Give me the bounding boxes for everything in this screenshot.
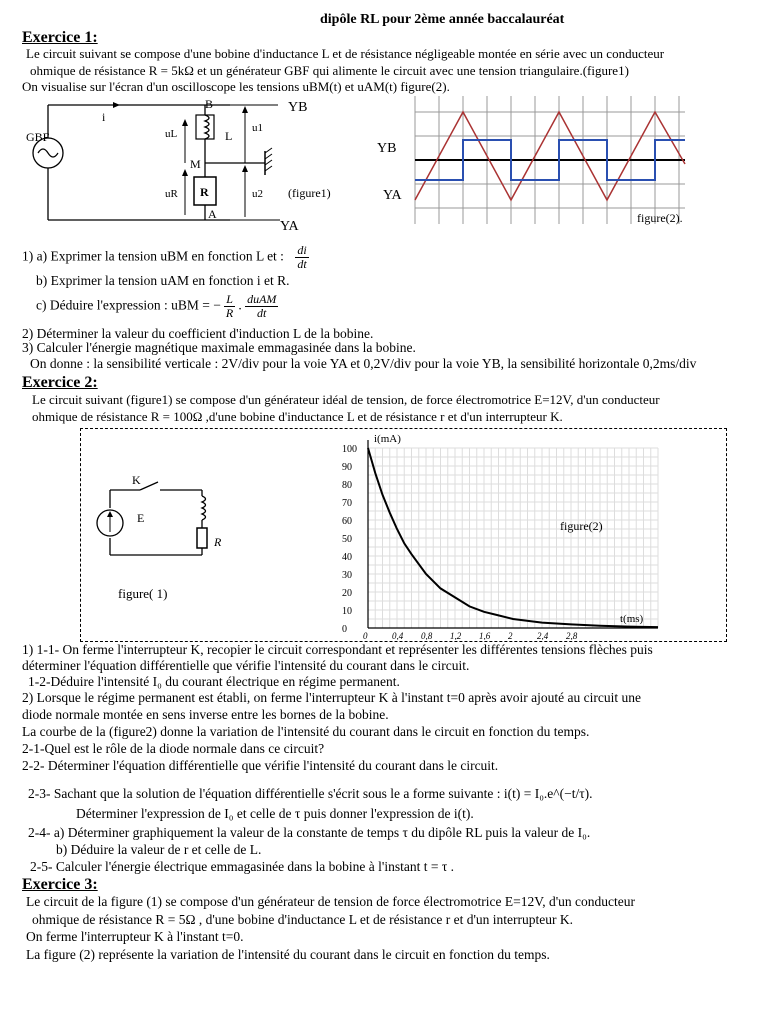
fraction-di-dt: $\frac{di}{dt}$ <box>297 243 307 271</box>
current-label: i <box>102 110 106 124</box>
switch-k-icon <box>140 482 158 490</box>
ex1-q2: 2) Déterminer la valeur du coefficient d'induction L de la bobine. <box>22 326 374 341</box>
ex2-q11b: déterminer l'équation différentielle que vérifie l'intensité du courant dans le circuit. <box>22 658 470 673</box>
x-tick-label: 2,8 <box>566 631 578 640</box>
ex1-q1a <box>22 244 309 271</box>
x-axis-label: t(ms) <box>620 613 644 625</box>
y-tick-label: 0 <box>342 624 347 635</box>
ex2-q2c: La courbe de la (figure2) donne la variation de l'intensité du courant dans le circuit en fonction du temps. <box>22 724 590 739</box>
ex1-heading: Exercice 1: <box>22 29 98 46</box>
y-tick-label: 60 <box>342 516 352 527</box>
u2-label: u2 <box>252 188 263 200</box>
ex1-given: On donne : la sensibilité verticale : 2V/div pour la voie YA et 0,2V/div pour la voie YB, la sensibilité horizontale 0,2ms/div <box>30 356 697 371</box>
x-tick-label: 0 <box>363 631 368 640</box>
ex2-q2: 2) Lorsque le régime permanent est établi, on ferme l'interrupteur K à l'instant t=0 après avoir ajouté au circuit une <box>22 690 642 705</box>
page-title: dipôle RL pour 2ème année baccalauréat <box>320 12 565 27</box>
switch-k-label: K <box>132 473 141 487</box>
x-tick-label: 0,8 <box>421 631 433 640</box>
ex1-q1b: b) Exprimer la tension uAM en fonction i et R. <box>36 273 290 288</box>
ex2-q23: 2-3- Sachant que la solution de l'équation différentielle s'écrit sous le a forme suivante : i(t) = I₀.e^(−t/τ). <box>28 786 593 801</box>
ex2-q2b: diode normale montée en sens inverse entre les bornes de la bobine. <box>22 707 389 722</box>
y-tick-label: 10 <box>342 606 352 617</box>
ex2-q21: 2-1-Quel est le rôle de la diode normale dans ce circuit? <box>22 741 325 756</box>
scope-ya-label: YA <box>383 188 402 203</box>
ex2-intro-2: ohmique de résistance R = 100Ω ,d'une bobine d'inductance L et de résistance r et d'un interrupteur K. <box>32 409 563 424</box>
u1-label: u1 <box>252 122 263 134</box>
ul-label: uL <box>165 128 178 140</box>
inductor-l-label: L <box>225 129 233 143</box>
oscilloscope-screen <box>375 92 695 232</box>
ex1-intro-1: Le circuit suivant se compose d'une bobine d'inductance L et de résistance négligeable montée en série avec un conducteur <box>26 46 665 61</box>
fraction-l-r: $\frac{L}{R}$ <box>225 292 234 320</box>
node-b-label: B <box>205 97 214 111</box>
node-m-label: M <box>190 157 201 171</box>
ex2-q25: 2-5- Calculer l'énergie électrique emmagasinée dans la bobine à l'instant t = τ . <box>30 859 455 874</box>
ex3-line-3: On ferme l'interrupteur K à l'instant t=0. <box>26 929 244 944</box>
x-tick-label: 2,4 <box>537 631 549 640</box>
ex1-intro-3: On visualise sur l'écran d'un oscilloscope les tensions uBM(t) et uAM(t) figure(2). <box>22 79 450 94</box>
ex2-q23b: Déterminer l'expression de I₀ et celle de τ puis donner l'expression de i(t). <box>76 806 474 821</box>
ex3-heading: Exercice 3: <box>22 876 98 893</box>
ex2-heading: Exercice 2: <box>22 374 98 391</box>
ur-label: uR <box>165 188 178 200</box>
ex2-figure1-caption: figure( 1) <box>118 586 168 601</box>
node-a-label: A <box>208 207 217 221</box>
x-tick-label: 2 <box>508 631 513 640</box>
y-tick-label: 70 <box>342 498 352 509</box>
resistor-r-label: R <box>200 185 209 199</box>
ex3-line-2: ohmique de résistance R = 5Ω , d'une bobine d'inductance L et de résistance r et d'un interrupteur K. <box>32 912 574 927</box>
ex2-q12: 1-2-Déduire l'intensité I₀ du courant électrique en régime permanent. <box>28 674 400 689</box>
scope-yb-label: YB <box>377 141 397 156</box>
ex2-q24b: b) Déduire la valeur de r et celle de L. <box>56 842 262 857</box>
ex2-q24a: 2-4- a) Déterminer graphiquement la valeur de la constante de temps τ du dipôle RL puis la valeur de I₀. <box>28 825 591 840</box>
figure1-caption: (figure1) <box>288 186 331 200</box>
ex1-q1c: c) Déduire l'expression : uBM = − $\frac{L}{R}$ . $\frac{\text{duAM}}{dt}$ <box>36 292 277 320</box>
ex2-circuit-diagram <box>92 470 232 565</box>
ex3-line-4: La figure (2) représente la variation de l'intensité du courant dans le circuit en fonction du temps. <box>26 947 550 962</box>
y-tick-label: 30 <box>342 570 352 581</box>
x-tick-label: 1,6 <box>479 631 491 640</box>
coil-icon <box>205 115 209 139</box>
gbf-label: GBF <box>26 130 50 144</box>
coil-icon <box>202 496 206 520</box>
y-tick-label: 100 <box>342 444 357 455</box>
ex1-circuit-diagram <box>20 93 360 238</box>
ex2-intro-1: Le circuit suivant (figure1) se compose d'un générateur idéal de tension, de force électromotrice E=12V, d'un conducteur <box>32 392 660 407</box>
figure2-caption: figure(2). <box>637 211 683 225</box>
ya-label: YA <box>280 219 299 234</box>
y-axis-label: i(mA) <box>374 433 401 445</box>
y-tick-label: 80 <box>342 480 352 491</box>
y-tick-label: 50 <box>342 534 352 545</box>
ex1-q1c-text: c) Déduire l'expression : uBM = − <box>36 297 221 313</box>
fraction-du-dt: $\frac{\text{duAM}}{dt}$ <box>247 292 277 320</box>
x-tick-label: 0,4 <box>392 631 404 640</box>
y-tick-label: 90 <box>342 462 352 473</box>
ex1-intro-2: ohmique de résistance R = 5kΩ et un générateur GBF qui alimente le circuit avec une tension triangulaire.(figure1) <box>30 63 629 78</box>
yb-label: YB <box>288 100 308 115</box>
ex2-q11: 1) 1-1- On ferme l'interrupteur K, recopier le circuit correspondant et représenter les différentes tensions flèches puis <box>22 642 653 657</box>
resistor-icon <box>197 528 207 548</box>
ex2-q22: 2-2- Déterminer l'équation différentielle que vérifie l'intensité du courant dans le circuit. <box>22 758 499 773</box>
ex3-line-1: Le circuit de la figure (1) se compose d'un générateur de tension de force électromotrice E=12V, d'un conducteur <box>26 894 635 909</box>
ex1-q3: 3) Calculer l'énergie magnétique maximale emmagasinée dans la bobine. <box>22 340 416 355</box>
figure2-caption: figure(2) <box>560 519 603 533</box>
y-tick-label: 20 <box>342 588 352 599</box>
y-tick-label: 40 <box>342 552 352 563</box>
emf-e-label: E <box>137 511 145 525</box>
x-tick-label: 1,2 <box>450 631 462 640</box>
ex1-q1a-text: 1) a) Exprimer la tension uBM en fonction L et : <box>22 248 284 264</box>
resistor-r-label: R <box>214 535 222 549</box>
current-decay-chart <box>340 430 670 640</box>
chart-grid <box>368 448 658 628</box>
